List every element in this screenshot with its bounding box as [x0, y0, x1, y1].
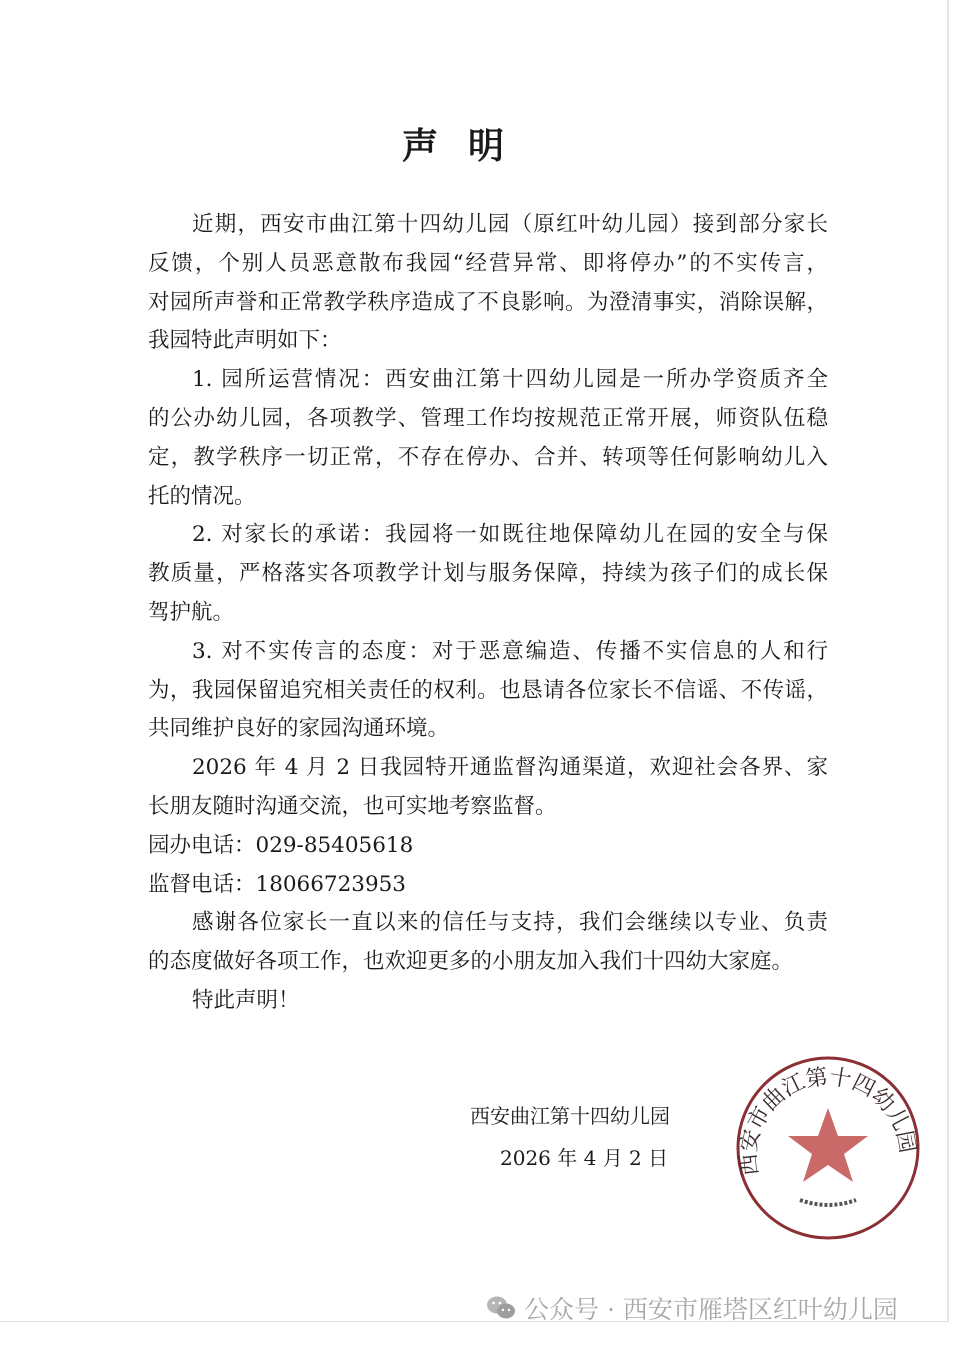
- watermark-text: 公众号 · 西安市雁塔区红叶幼儿园: [524, 1295, 898, 1324]
- paragraph-closing: [148, 904, 828, 982]
- text-line: 近期，西安市曲江第十四幼儿园（原红叶幼儿园）接到部分家长: [192, 212, 828, 237]
- paragraph-item-2: [148, 516, 828, 632]
- document-title: 声明: [401, 125, 534, 167]
- official-seal: [730, 1050, 926, 1246]
- contact-phone: 18066723953: [255, 871, 406, 897]
- final-statement: 特此声明！: [192, 987, 300, 1013]
- paragraph-item-1: [148, 361, 828, 516]
- text-line: 的公办幼儿园，各项教学、管理工作均按规范正常开展，师资队伍稳: [148, 405, 828, 431]
- text-line: 反馈，个别人员恶意散布我园“经营异常、即将停办”的不实传言，: [148, 250, 828, 276]
- text-line: 感谢各位家长一直以来的信任与支持，我们会继续以专业、负责: [192, 910, 828, 936]
- text-line: 共同维护良好的家园沟通环境。: [148, 716, 450, 742]
- paragraph-intro: [148, 206, 828, 361]
- text-line: 托的情况。: [148, 483, 256, 509]
- page-edge: [947, 0, 949, 1322]
- signature-date: 2026 年 4 月 2 日: [500, 1146, 669, 1170]
- contact-label: 园办电话：: [148, 832, 256, 858]
- contact-office: [148, 827, 828, 866]
- seal-pattern: [800, 1200, 856, 1205]
- contact-supervision: [148, 866, 828, 905]
- text-line: 驾护航。: [148, 599, 235, 625]
- star-icon: [788, 1108, 868, 1182]
- text-line: 教质量，严格落实各项教学计划与服务保障，持续为孩子们的成长保: [148, 561, 828, 587]
- text-line: 为，我园保留追究相关责任的权利。也恳请各位家长不信谣、不传谣，: [148, 677, 828, 703]
- wechat-icon: [486, 1295, 516, 1321]
- text-line: 2. 对家长的承诺：我园将一如既往地保障幼儿在园的安全与保: [192, 522, 828, 548]
- text-line: 我园特此声明如下：: [148, 328, 342, 354]
- paragraph-item-3: [148, 633, 828, 749]
- text-line: 定，教学秩序一切正常，不存在停办、合并、转项等任何影响幼儿入: [148, 444, 828, 470]
- text-line: 2026 年 4 月 2 日我园特开通监督沟通渠道，欢迎社会各界、家: [192, 755, 828, 781]
- text-line: 的态度做好各项工作，也欢迎更多的小朋友加入我们十四幼大家庭。: [148, 949, 794, 975]
- text-line: 1. 园所运营情况：西安曲江第十四幼儿园是一所办学资质齐全: [192, 367, 828, 393]
- paragraph-channel: [148, 749, 828, 827]
- contact-label: 监督电话：: [148, 871, 256, 897]
- signature-org: 西安曲江第十四幼儿园: [470, 1104, 670, 1128]
- text-line: 3. 对不实传言的态度：对于恶意编造、传播不实信息的人和行: [192, 638, 828, 664]
- text-line: 长朋友随时沟通交流，也可实地考察监督。: [148, 793, 557, 819]
- watermark: [486, 1290, 898, 1326]
- seal-text: 西安市曲江第十四幼儿园: [736, 1064, 920, 1177]
- contact-phone: 029-85405618: [255, 832, 414, 858]
- document-body: [148, 206, 828, 1021]
- text-line: 对园所声誉和正常教学秩序造成了不良影响。为澄清事实，消除误解，: [148, 289, 828, 315]
